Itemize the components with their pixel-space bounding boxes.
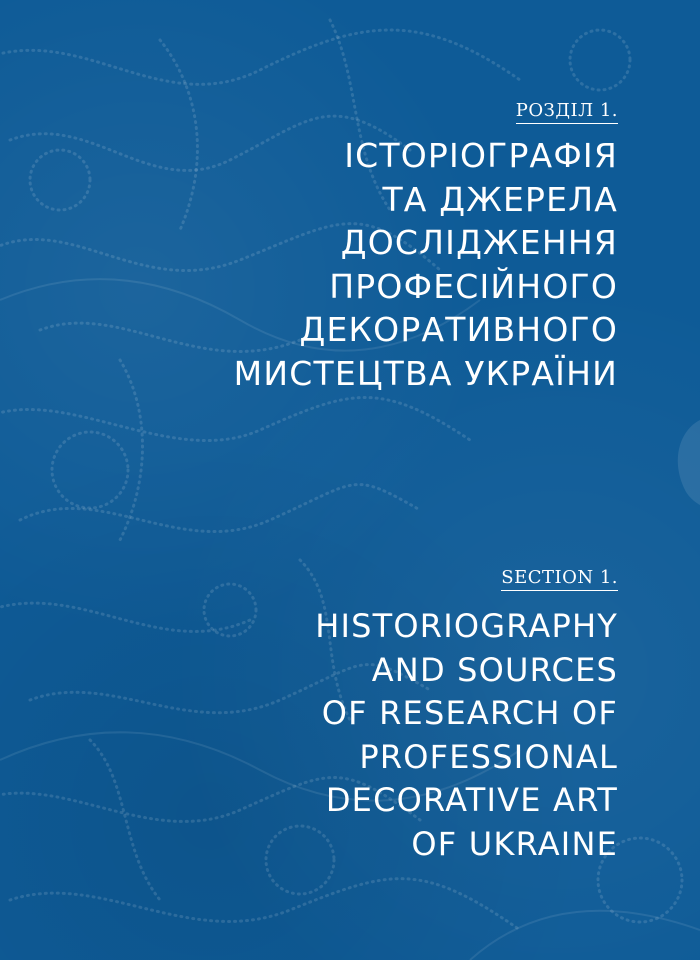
title-line-en: AND SOURCES bbox=[371, 650, 618, 689]
title-line-en: OF UKRAINE bbox=[411, 824, 618, 863]
title-line-ua: МИСТЕЦТВА УКРАЇНИ bbox=[233, 353, 618, 393]
title-line-en: OF RESEARCH OF bbox=[321, 694, 618, 732]
title-line-ua: ДЕКОРАТИВНОГО bbox=[299, 310, 618, 349]
title-line-en: DECORATIVE ART bbox=[325, 781, 618, 819]
title-line-ua: ДОСЛІДЖЕННЯ bbox=[340, 223, 618, 262]
section-label-en: SECTION 1. bbox=[501, 567, 618, 591]
title-line-ua: ІСТОРІОГРАФІЯ bbox=[344, 136, 618, 175]
section-label-ua: РОЗДІЛ 1. bbox=[516, 100, 618, 124]
english-heading-block bbox=[315, 567, 618, 866]
chapter-title-en bbox=[315, 605, 618, 866]
title-line-en: HISTORIOGRAPHY bbox=[315, 607, 618, 645]
title-line-ua: ПРОФЕСІЙНОГО bbox=[329, 266, 618, 306]
chapter-title-ua bbox=[234, 134, 618, 395]
title-line-en: PROFESSIONAL bbox=[359, 737, 618, 776]
title-line-ua: ТА ДЖЕРЕЛА bbox=[382, 179, 618, 219]
ukrainian-heading-block bbox=[234, 100, 618, 395]
